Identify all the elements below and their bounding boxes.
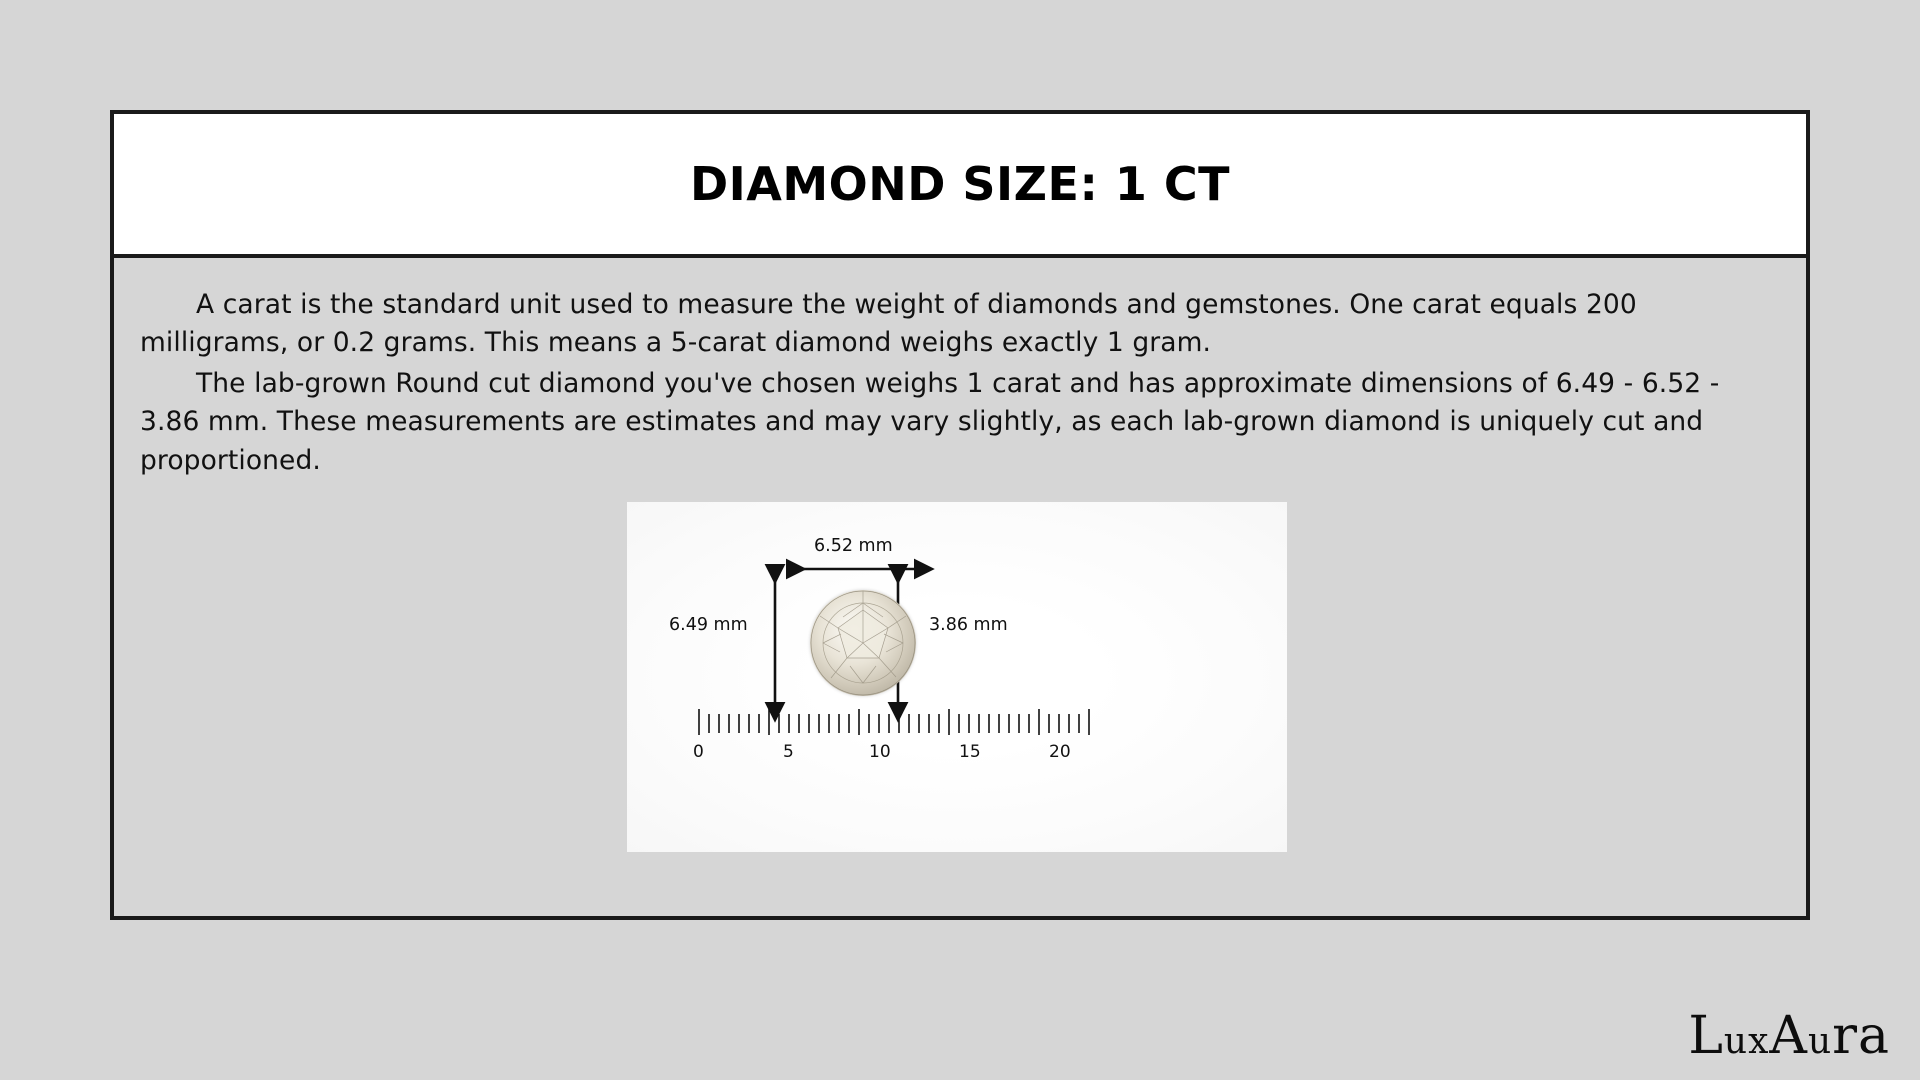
diamond-image — [810, 590, 916, 696]
diamond-size-card — [110, 110, 1810, 920]
brand-logo-a: A — [1769, 1006, 1808, 1066]
brand-logo-l: L — [1688, 1006, 1724, 1066]
label-length: 6.49 mm — [669, 615, 748, 636]
dimension-arrows — [627, 502, 1287, 852]
ruler-tick-0: 0 — [693, 742, 704, 763]
diamond-dimension-figure — [627, 502, 1287, 852]
brand-logo — [1688, 1006, 1890, 1066]
brand-logo-ra: ra — [1832, 1006, 1890, 1066]
ruler-tick-10: 10 — [869, 742, 891, 763]
label-width: 6.52 mm — [814, 536, 893, 557]
card-body — [114, 258, 1806, 916]
brand-logo-u: u — [1807, 1021, 1833, 1062]
paragraph-diamond-dimensions: The lab-grown Round cut diamond you've chosen weighs 1 carat and has approximate dimensions of 6.49 - 6.52 - 3.86 mm. These measurements are estimates and may vary slightly, as each lab-grown diamond is uniquely cut and proportioned. — [140, 367, 1720, 476]
ruler-tick-15: 15 — [959, 742, 981, 763]
paragraph-carat-definition: A carat is the standard unit used to measure the weight of diamonds and gemstones. One carat equals 200 milligrams, or 0.2 grams. This means a 5-carat diamond weighs exactly 1 gram. — [140, 289, 1637, 359]
figure-wrapper — [140, 502, 1774, 852]
ruler-tick-5: 5 — [783, 742, 794, 763]
page-title: DIAMOND SIZE: 1 CT — [689, 157, 1231, 211]
card-header — [114, 114, 1806, 258]
brand-logo-ux: ux — [1723, 1021, 1770, 1062]
label-depth: 3.86 mm — [929, 615, 1008, 636]
ruler-tick-20: 20 — [1049, 742, 1071, 763]
